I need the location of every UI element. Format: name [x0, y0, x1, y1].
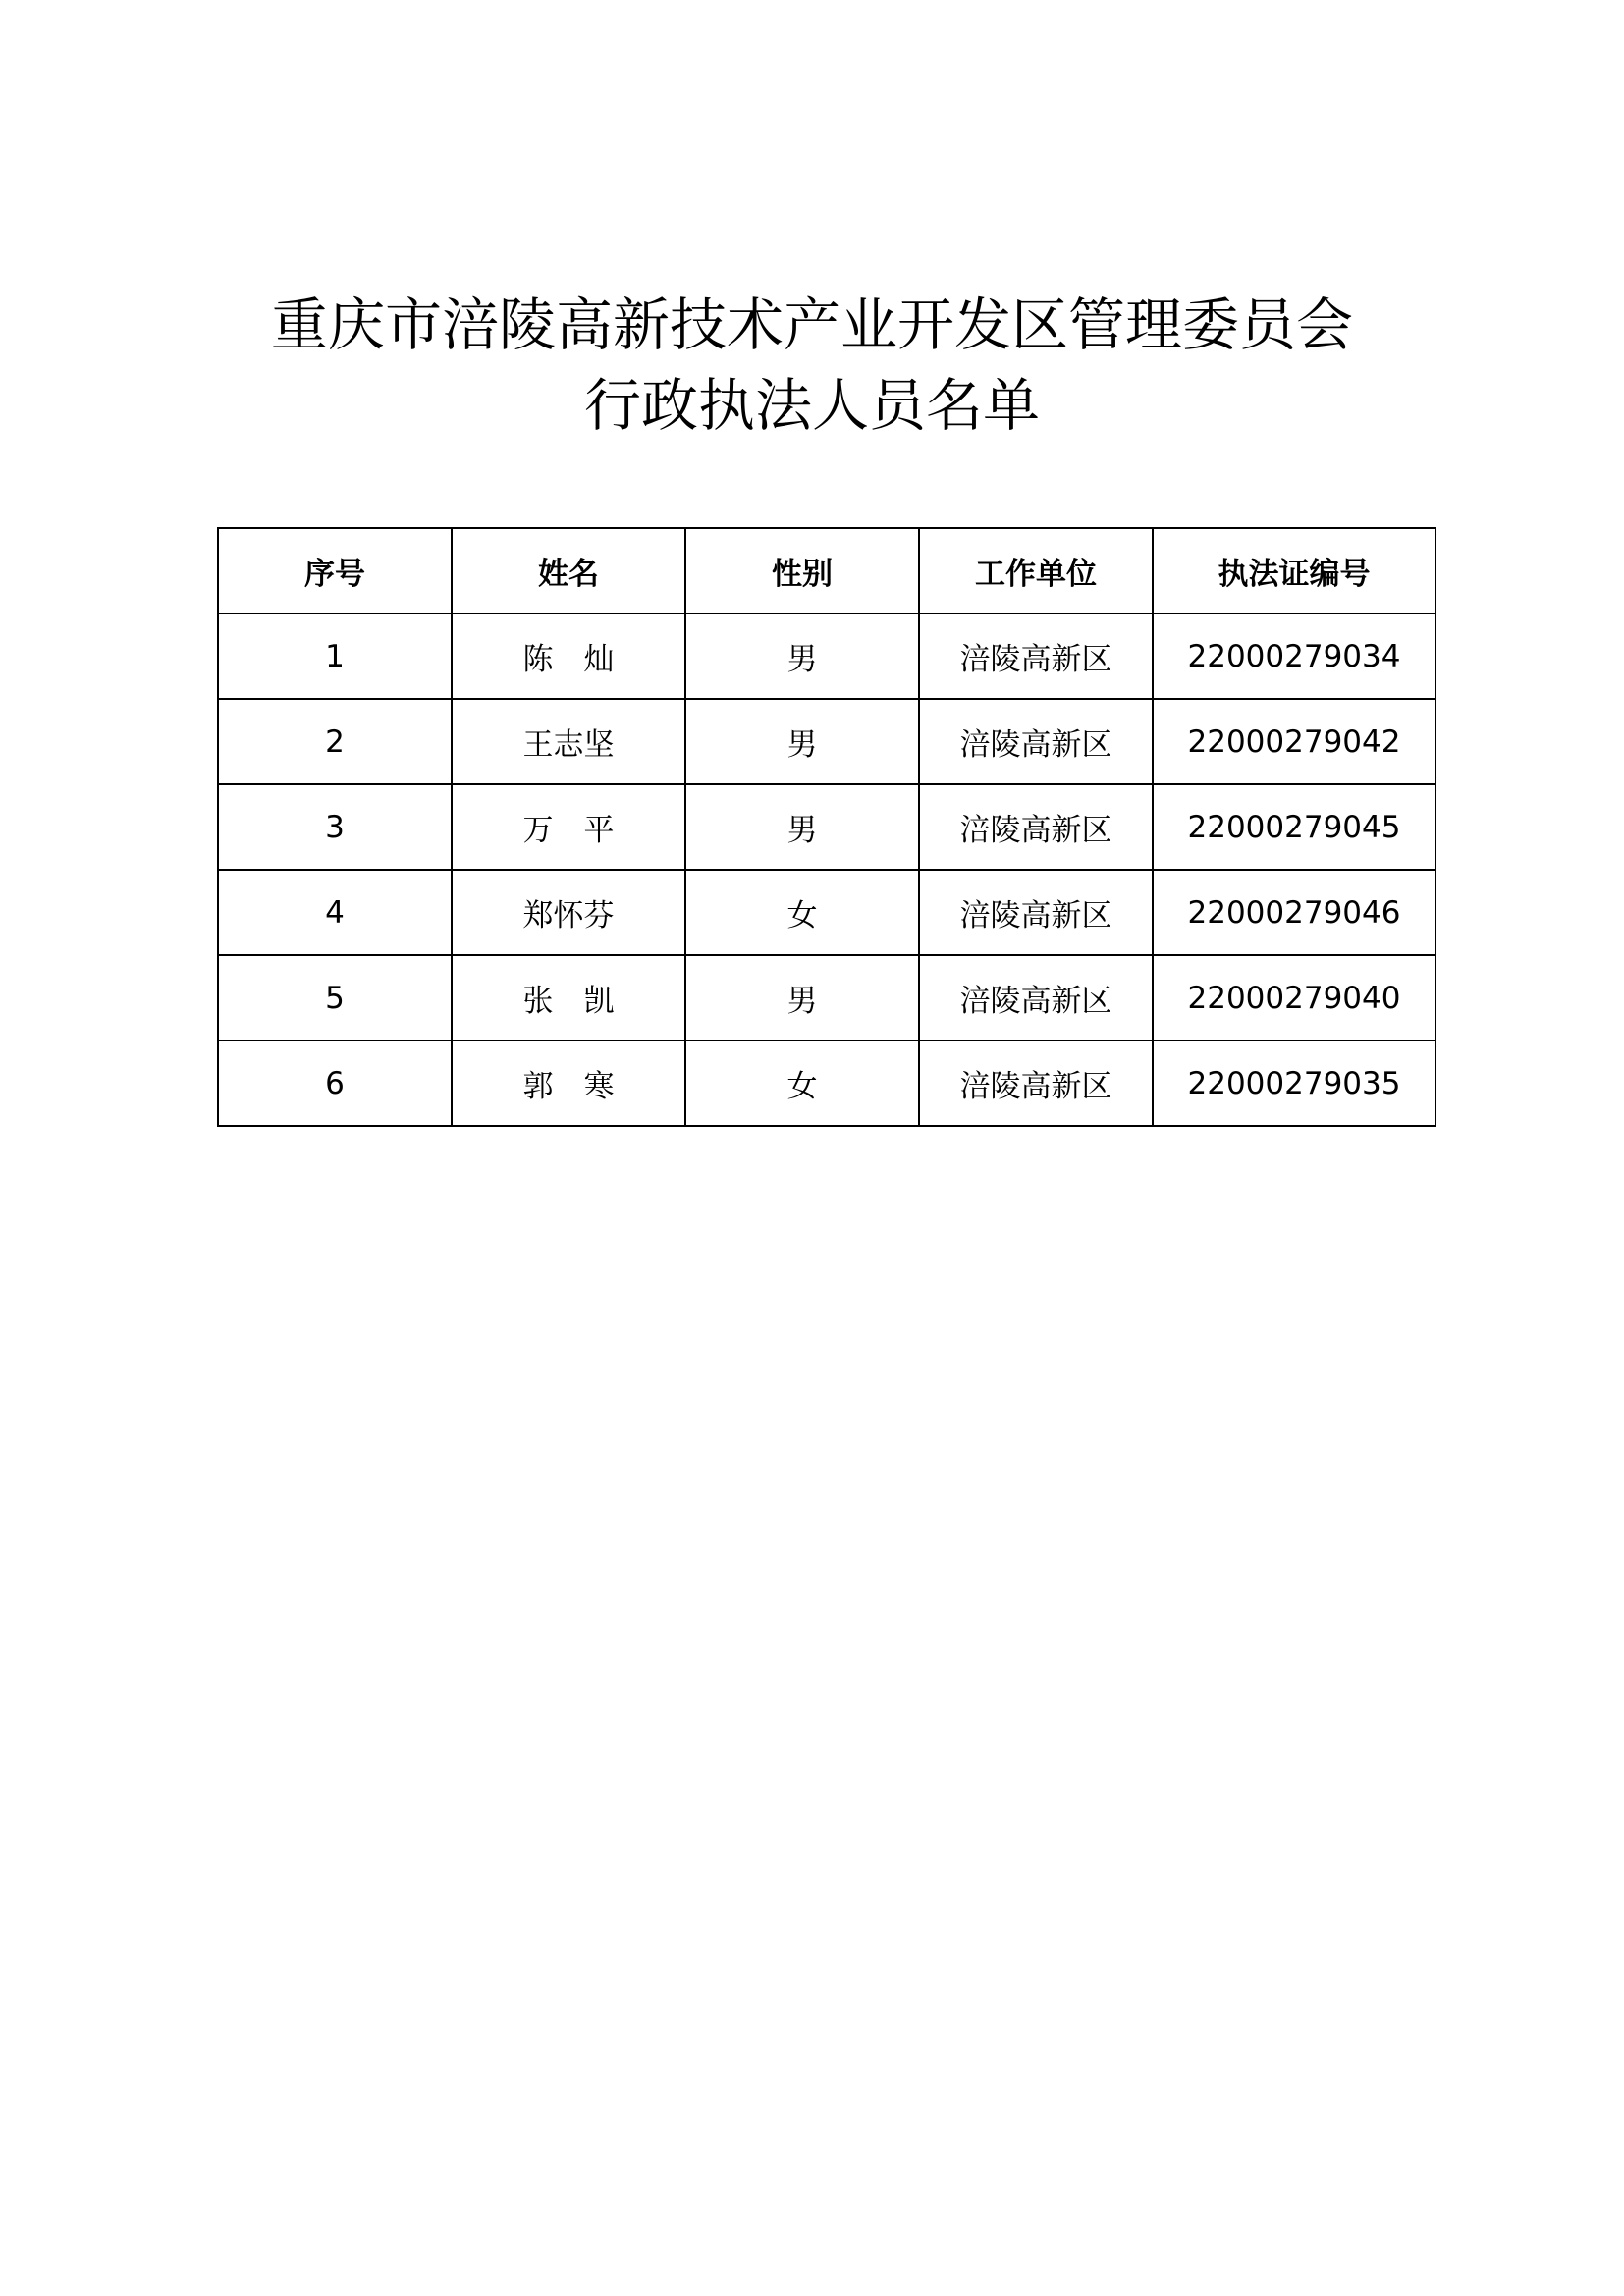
- cell-name: 万 平: [452, 784, 685, 870]
- header-work-unit: 工作单位: [919, 528, 1153, 614]
- title-line-2: 行政执法人员名单: [583, 372, 1040, 439]
- cell-certificate-number: 22000279035: [1153, 1041, 1435, 1126]
- cell-name: 张 凯: [452, 955, 685, 1041]
- cell-serial-number: 4: [218, 870, 452, 955]
- cell-gender: 男: [685, 784, 919, 870]
- personnel-table: [217, 527, 1436, 1127]
- header-serial-number: 序号: [218, 528, 452, 614]
- cell-name: 郑怀芬: [452, 870, 685, 955]
- table-row: [218, 699, 1435, 784]
- title-line-1: 重庆市涪陵高新技术产业开发区管理委员会: [270, 292, 1353, 358]
- cell-certificate-number: 22000279042: [1153, 699, 1435, 784]
- cell-work-unit: 涪陵高新区: [919, 1041, 1153, 1126]
- cell-certificate-number: 22000279034: [1153, 614, 1435, 699]
- header-name: 姓名: [452, 528, 685, 614]
- cell-certificate-number: 22000279040: [1153, 955, 1435, 1041]
- table-row: [218, 784, 1435, 870]
- cell-certificate-number: 22000279045: [1153, 784, 1435, 870]
- cell-gender: 女: [685, 1041, 919, 1126]
- cell-serial-number: 1: [218, 614, 452, 699]
- cell-work-unit: 涪陵高新区: [919, 784, 1153, 870]
- table-row: [218, 614, 1435, 699]
- cell-work-unit: 涪陵高新区: [919, 699, 1153, 784]
- cell-gender: 男: [685, 614, 919, 699]
- table-row: [218, 870, 1435, 955]
- cell-work-unit: 涪陵高新区: [919, 870, 1153, 955]
- table-header-row: [218, 528, 1435, 614]
- table-row: [218, 955, 1435, 1041]
- table-row: [218, 1041, 1435, 1126]
- cell-serial-number: 3: [218, 784, 452, 870]
- header-gender: 性别: [685, 528, 919, 614]
- cell-gender: 女: [685, 870, 919, 955]
- cell-name: 陈 灿: [452, 614, 685, 699]
- cell-work-unit: 涪陵高新区: [919, 614, 1153, 699]
- cell-serial-number: 5: [218, 955, 452, 1041]
- cell-name: 郭 寒: [452, 1041, 685, 1126]
- cell-serial-number: 2: [218, 699, 452, 784]
- cell-name: 王志坚: [452, 699, 685, 784]
- document-title: [0, 285, 1624, 446]
- cell-gender: 男: [685, 955, 919, 1041]
- header-certificate-number: 执法证编号: [1153, 528, 1435, 614]
- cell-serial-number: 6: [218, 1041, 452, 1126]
- cell-certificate-number: 22000279046: [1153, 870, 1435, 955]
- cell-gender: 男: [685, 699, 919, 784]
- cell-work-unit: 涪陵高新区: [919, 955, 1153, 1041]
